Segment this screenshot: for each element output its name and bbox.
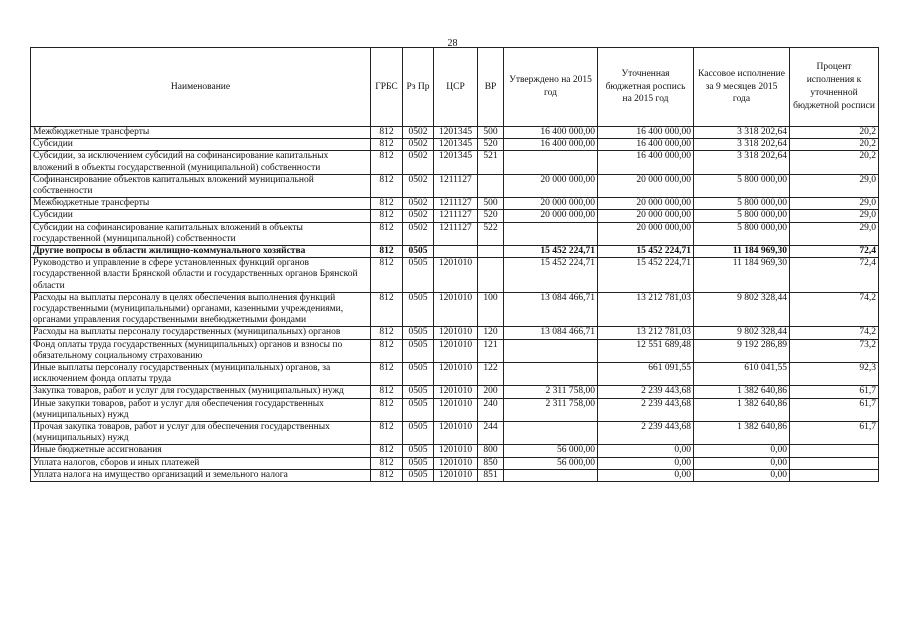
row-csr: 1201010 xyxy=(434,422,478,445)
row-name: Другие вопросы в области жилищно-коммунального хозяйства xyxy=(31,246,371,258)
row-csr: 1201345 xyxy=(434,139,478,151)
table-row xyxy=(31,210,879,222)
table-row xyxy=(31,258,879,293)
header-refined: Уточненная бюджетная роспись на 2015 год xyxy=(598,48,694,127)
row-percent: 92,3 xyxy=(790,363,879,386)
row-grbs: 812 xyxy=(371,222,403,245)
row-rzpr: 0505 xyxy=(403,398,434,421)
row-cash: 9 192 286,89 xyxy=(694,339,790,362)
row-cash: 5 800 000,00 xyxy=(694,198,790,210)
row-name: Иные закупки товаров, работ и услуг для обеспечения государственных (муниципальных) нужд xyxy=(31,398,371,421)
row-csr: 1201010 xyxy=(434,258,478,293)
header-approved: Утверждено на 2015 год xyxy=(504,48,598,127)
row-approved: 20 000 000,00 xyxy=(504,210,598,222)
row-percent: 29,0 xyxy=(790,222,879,245)
row-rzpr: 0505 xyxy=(403,422,434,445)
row-name: Межбюджетные трансферты xyxy=(31,198,371,210)
row-rzpr: 0505 xyxy=(403,386,434,398)
table-body xyxy=(31,127,879,482)
row-name: Иные выплаты персоналу государственных (муниципальных) органов, за исключением фонда оплаты труда xyxy=(31,363,371,386)
row-vr: 851 xyxy=(478,469,504,481)
row-rzpr: 0502 xyxy=(403,198,434,210)
row-rzpr: 0505 xyxy=(403,292,434,327)
row-rzpr: 0505 xyxy=(403,469,434,481)
row-approved: 2 311 758,00 xyxy=(504,398,598,421)
row-grbs: 812 xyxy=(371,198,403,210)
table-row xyxy=(31,398,879,421)
row-csr: 1211127 xyxy=(434,210,478,222)
row-rzpr: 0502 xyxy=(403,151,434,174)
row-cash: 9 802 328,44 xyxy=(694,292,790,327)
row-refined: 0,00 xyxy=(598,445,694,457)
row-refined: 2 239 443,68 xyxy=(598,422,694,445)
table-row xyxy=(31,339,879,362)
row-percent: 72,4 xyxy=(790,246,879,258)
row-approved: 13 084 466,71 xyxy=(504,292,598,327)
row-refined: 2 239 443,68 xyxy=(598,386,694,398)
row-rzpr: 0502 xyxy=(403,210,434,222)
row-vr: 122 xyxy=(478,363,504,386)
row-refined: 661 091,55 xyxy=(598,363,694,386)
row-cash: 5 800 000,00 xyxy=(694,222,790,245)
row-vr: 800 xyxy=(478,445,504,457)
row-cash: 9 802 328,44 xyxy=(694,327,790,339)
row-refined: 12 551 689,48 xyxy=(598,339,694,362)
row-vr: 520 xyxy=(478,210,504,222)
row-csr: 1201010 xyxy=(434,469,478,481)
row-approved: 56 000,00 xyxy=(504,445,598,457)
row-name: Софинансирование объектов капитальных вложений муниципальной собственности xyxy=(31,174,371,197)
row-percent: 29,0 xyxy=(790,198,879,210)
row-cash: 3 318 202,64 xyxy=(694,151,790,174)
row-rzpr: 0502 xyxy=(403,139,434,151)
table-row xyxy=(31,174,879,197)
row-refined: 0,00 xyxy=(598,457,694,469)
row-name: Уплата налога на имущество организаций и земельного налога xyxy=(31,469,371,481)
row-percent: 20,2 xyxy=(790,127,879,139)
table-header xyxy=(31,48,879,127)
table-row xyxy=(31,127,879,139)
page-number: 28 xyxy=(447,38,458,49)
row-name: Расходы на выплаты персоналу в целях обеспечения выполнения функций государственными (муниципальными) органами, казенными учреждениями, органами управления государственными внебюджетными фондами xyxy=(31,292,371,327)
row-csr: 1201010 xyxy=(434,398,478,421)
row-rzpr: 0505 xyxy=(403,339,434,362)
row-percent xyxy=(790,457,879,469)
row-vr: 520 xyxy=(478,139,504,151)
row-name: Иные бюджетные ассигнования xyxy=(31,445,371,457)
row-refined: 20 000 000,00 xyxy=(598,174,694,197)
row-cash: 0,00 xyxy=(694,457,790,469)
row-name: Уплата налогов, сборов и иных платежей xyxy=(31,457,371,469)
row-name: Межбюджетные трансферты xyxy=(31,127,371,139)
row-approved xyxy=(504,363,598,386)
row-refined: 2 239 443,68 xyxy=(598,398,694,421)
row-percent: 72,4 xyxy=(790,258,879,293)
row-approved: 13 084 466,71 xyxy=(504,327,598,339)
row-name: Руководство и управление в сфере установленных функций органов государственной власти Брянской области и государственных органов Брянской области xyxy=(31,258,371,293)
row-percent: 29,0 xyxy=(790,174,879,197)
row-refined: 20 000 000,00 xyxy=(598,198,694,210)
row-csr: 1201010 xyxy=(434,457,478,469)
row-grbs: 812 xyxy=(371,258,403,293)
budget-table xyxy=(30,47,879,482)
row-percent: 74,2 xyxy=(790,327,879,339)
row-approved xyxy=(504,339,598,362)
row-cash: 11 184 969,30 xyxy=(694,258,790,293)
row-percent xyxy=(790,469,879,481)
row-refined: 13 212 781,03 xyxy=(598,292,694,327)
row-percent xyxy=(790,445,879,457)
row-cash: 1 382 640,86 xyxy=(694,386,790,398)
row-name: Субсидии, за исключением субсидий на софинансирование капитальных вложений в объекты государственной (муниципальной) собственности xyxy=(31,151,371,174)
row-refined: 16 400 000,00 xyxy=(598,139,694,151)
row-approved xyxy=(504,151,598,174)
row-grbs: 812 xyxy=(371,445,403,457)
row-rzpr: 0502 xyxy=(403,222,434,245)
row-vr: 120 xyxy=(478,327,504,339)
row-csr: 1201345 xyxy=(434,127,478,139)
row-cash: 610 041,55 xyxy=(694,363,790,386)
table-row xyxy=(31,246,879,258)
row-vr: 522 xyxy=(478,222,504,245)
row-grbs: 812 xyxy=(371,422,403,445)
row-percent: 74,2 xyxy=(790,292,879,327)
row-name: Закупка товаров, работ и услуг для государственных (муниципальных) нужд xyxy=(31,386,371,398)
table-row xyxy=(31,445,879,457)
header-cash: Кассовое исполнение за 9 месяцев 2015 года xyxy=(694,48,790,127)
table-row xyxy=(31,457,879,469)
row-vr: 500 xyxy=(478,127,504,139)
header-vr: ВР xyxy=(478,48,504,127)
row-grbs: 812 xyxy=(371,469,403,481)
row-percent: 73,2 xyxy=(790,339,879,362)
row-cash: 5 800 000,00 xyxy=(694,174,790,197)
row-vr: 121 xyxy=(478,339,504,362)
table-row xyxy=(31,222,879,245)
row-percent: 61,7 xyxy=(790,398,879,421)
row-cash: 1 382 640,86 xyxy=(694,398,790,421)
row-vr: 500 xyxy=(478,198,504,210)
row-grbs: 812 xyxy=(371,210,403,222)
row-name: Субсидии xyxy=(31,139,371,151)
row-rzpr: 0502 xyxy=(403,174,434,197)
row-approved xyxy=(504,222,598,245)
row-csr: 1201010 xyxy=(434,445,478,457)
table-row xyxy=(31,151,879,174)
row-percent: 61,7 xyxy=(790,386,879,398)
table-row xyxy=(31,422,879,445)
row-grbs: 812 xyxy=(371,398,403,421)
header-name: Наименование xyxy=(31,48,371,127)
table-row xyxy=(31,327,879,339)
header-percent: Процент исполнения к уточненной бюджетной росписи xyxy=(790,48,879,127)
row-name: Субсидии на софинансирование капитальных вложений в объекты государственной (муниципальной) собственности xyxy=(31,222,371,245)
row-vr: 200 xyxy=(478,386,504,398)
row-percent: 61,7 xyxy=(790,422,879,445)
row-grbs: 812 xyxy=(371,174,403,197)
header-rzpr: Рз Пр xyxy=(403,48,434,127)
row-grbs: 812 xyxy=(371,457,403,469)
row-name: Субсидии xyxy=(31,210,371,222)
row-rzpr: 0505 xyxy=(403,363,434,386)
row-cash: 0,00 xyxy=(694,469,790,481)
row-refined: 16 400 000,00 xyxy=(598,127,694,139)
table-row xyxy=(31,292,879,327)
row-approved: 16 400 000,00 xyxy=(504,127,598,139)
table-row xyxy=(31,198,879,210)
row-grbs: 812 xyxy=(371,363,403,386)
row-grbs: 812 xyxy=(371,339,403,362)
row-vr: 244 xyxy=(478,422,504,445)
row-approved: 15 452 224,71 xyxy=(504,258,598,293)
row-rzpr: 0505 xyxy=(403,258,434,293)
row-approved: 16 400 000,00 xyxy=(504,139,598,151)
row-refined: 0,00 xyxy=(598,469,694,481)
row-csr: 1201345 xyxy=(434,151,478,174)
row-grbs: 812 xyxy=(371,327,403,339)
row-vr: 240 xyxy=(478,398,504,421)
row-grbs: 812 xyxy=(371,127,403,139)
table-row xyxy=(31,386,879,398)
row-csr: 1211127 xyxy=(434,174,478,197)
row-cash: 11 184 969,30 xyxy=(694,246,790,258)
row-grbs: 812 xyxy=(371,139,403,151)
row-rzpr: 0505 xyxy=(403,445,434,457)
row-vr: 850 xyxy=(478,457,504,469)
row-grbs: 812 xyxy=(371,151,403,174)
row-name: Расходы на выплаты персоналу государственных (муниципальных) органов xyxy=(31,327,371,339)
row-csr xyxy=(434,246,478,258)
row-cash: 0,00 xyxy=(694,445,790,457)
table-row xyxy=(31,363,879,386)
row-name: Фонд оплаты труда государственных (муниципальных) органов и взносы по обязательному социальному страхованию xyxy=(31,339,371,362)
row-rzpr: 0505 xyxy=(403,246,434,258)
row-refined: 15 452 224,71 xyxy=(598,258,694,293)
row-percent: 20,2 xyxy=(790,139,879,151)
row-percent: 29,0 xyxy=(790,210,879,222)
row-grbs: 812 xyxy=(371,246,403,258)
row-cash: 3 318 202,64 xyxy=(694,139,790,151)
header-grbs: ГРБС xyxy=(371,48,403,127)
row-vr: 521 xyxy=(478,151,504,174)
row-csr: 1201010 xyxy=(434,327,478,339)
row-vr xyxy=(478,174,504,197)
row-grbs: 812 xyxy=(371,292,403,327)
row-csr: 1211127 xyxy=(434,222,478,245)
row-approved: 20 000 000,00 xyxy=(504,174,598,197)
row-csr: 1201010 xyxy=(434,363,478,386)
row-rzpr: 0505 xyxy=(403,457,434,469)
row-csr: 1211127 xyxy=(434,198,478,210)
row-csr: 1201010 xyxy=(434,339,478,362)
row-refined: 13 212 781,03 xyxy=(598,327,694,339)
row-refined: 20 000 000,00 xyxy=(598,210,694,222)
row-approved: 20 000 000,00 xyxy=(504,198,598,210)
row-grbs: 812 xyxy=(371,386,403,398)
row-refined: 20 000 000,00 xyxy=(598,222,694,245)
row-cash: 5 800 000,00 xyxy=(694,210,790,222)
row-approved xyxy=(504,469,598,481)
row-refined: 15 452 224,71 xyxy=(598,246,694,258)
row-rzpr: 0502 xyxy=(403,127,434,139)
row-approved: 56 000,00 xyxy=(504,457,598,469)
row-rzpr: 0505 xyxy=(403,327,434,339)
row-cash: 3 318 202,64 xyxy=(694,127,790,139)
row-percent: 20,2 xyxy=(790,151,879,174)
row-approved: 2 311 758,00 xyxy=(504,386,598,398)
row-approved xyxy=(504,422,598,445)
row-vr xyxy=(478,246,504,258)
table-row xyxy=(31,139,879,151)
row-refined: 16 400 000,00 xyxy=(598,151,694,174)
header-csr: ЦСР xyxy=(434,48,478,127)
row-csr: 1201010 xyxy=(434,386,478,398)
row-vr xyxy=(478,258,504,293)
row-csr: 1201010 xyxy=(434,292,478,327)
row-approved: 15 452 224,71 xyxy=(504,246,598,258)
row-cash: 1 382 640,86 xyxy=(694,422,790,445)
row-vr: 100 xyxy=(478,292,504,327)
row-name: Прочая закупка товаров, работ и услуг для обеспечения государственных (муниципальных) нужд xyxy=(31,422,371,445)
table-row xyxy=(31,469,879,481)
